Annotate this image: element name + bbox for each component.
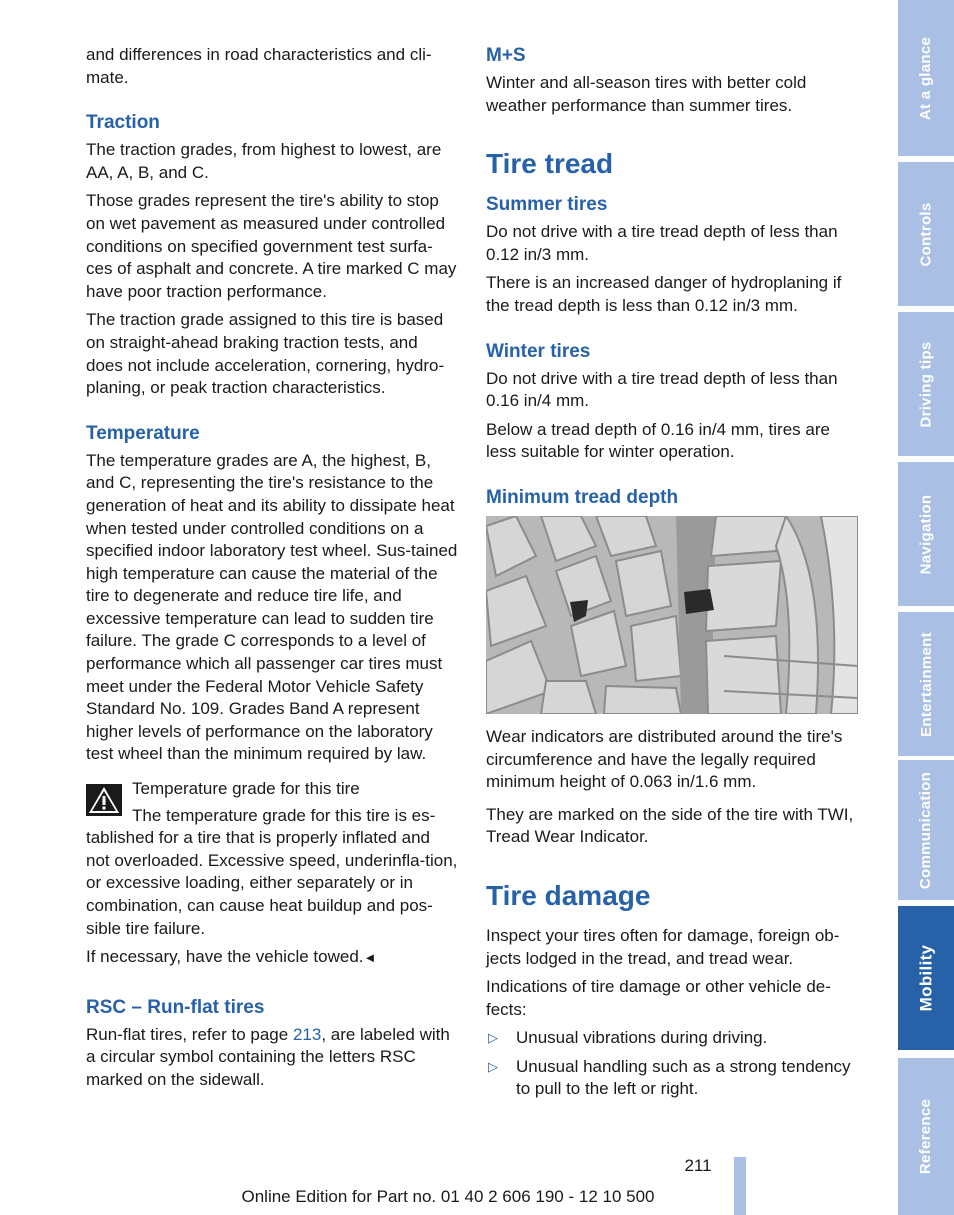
end-of-warning-icon: ◄ [363,950,377,966]
footer-edition: Online Edition for Part no. 01 40 2 606 190 - 12 10 500 [241,1187,655,1206]
tread-wear-indicator-image [486,516,858,714]
left-column [86,44,458,1098]
traction-paragraph-1: The traction grades, from highest to lowest, are AA, A, B, and C. [86,140,442,182]
tire-damage-paragraph-1: Inspect your tires often for damage, foreign ob-jects lodged in the tread, and tread wear. [486,925,840,968]
tab-entertainment[interactable]: Entertainment [898,612,954,756]
rsc-heading: RSC – Run-flat tires [86,996,265,1018]
tow-paragraph: If necessary, have the vehicle towed.◄ [86,947,377,967]
bullet-triangle-icon: ▷ [488,1058,498,1074]
chapter-sidebar [898,0,954,1215]
traction-paragraph-3: The traction grade assigned to this tire is based on straight-ahead braking traction tests, and does not include acceleration, cornering, hydro-planing, or peak traction characteristics. [86,310,445,398]
summer-paragraph-1: Do not drive with a tire tread depth of less than 0.12 in/3 mm. [486,222,838,264]
tab-mobility[interactable]: Mobility [898,906,954,1050]
list-item: ▷ Unusual handling such as a strong tendency to pull to the left or right. [488,1056,851,1099]
tab-driving-tips[interactable]: Driving tips [898,312,954,456]
ms-paragraph: Winter and all-season tires with better cold weather performance than summer tires. [486,73,807,115]
intro-paragraph: and differences in road characteristics and cli-mate. [86,45,432,87]
summer-tires-heading: Summer tires [486,194,608,216]
tab-reference[interactable]: Reference [898,1058,954,1215]
warning-triangle-icon [86,784,122,816]
bullet-triangle-icon: ▷ [488,1030,498,1046]
traction-paragraph-2: Those grades represent the tire's ability to stop on wet pavement as measured under controlled conditions on specified government test surfa-ces of asphalt and concrete. A tire marked C may have poor traction performance. [86,191,457,301]
ms-heading: M+S [486,45,526,66]
page-reference-link[interactable]: 213 [292,1024,322,1044]
tire-damage-title: Tire damage [486,879,651,911]
minimum-tread-paragraph-2: They are marked on the side of the tire with TWI, Tread Wear Indicator. [486,804,854,847]
winter-tires-heading: Winter tires [486,340,591,362]
right-column [486,44,858,1107]
tab-at-a-glance[interactable]: At a glance [898,0,954,156]
tire-tread-title: Tire tread [486,148,614,180]
rsc-paragraph: Run-flat tires, refer to page 213, are labeled with a circular symbol containing the letters RSC marked on the sidewall. [86,1024,450,1089]
warning-title: Temperature grade for this tire [132,779,360,799]
winter-paragraph-1: Do not drive with a tire tread depth of less than 0.16 in/4 mm. [486,368,838,411]
warning-text: The temperature grade for this tire is es-tablished for a tire that is properly inflated and not overloaded. Excessive speed, underinfla-tion, or excessive loading, either separately or in combination, can cause heat buildup and pos-sible tire failure. [86,805,458,938]
tab-controls[interactable]: Controls [898,162,954,306]
temperature-paragraph: The temperature grades are A, the highest, B, and C, representing the tire's resistance to the generation of heat and its ability to dissipate heat when tested under controlled conditions on a specified indoor laboratory test wheel. Sus-tained high temperature can cause the material of the tire to degenerate and reduce tire life, and excessive temperature can lead to sudden tire failure. The grade C corresponds to a level of performance which all passenger car tires must meet under the Federal Motor Vehicle Safety Standard No. 109. Grades Band A represent higher levels of performance on the laboratory test wheel than the minimum required by law. [86,450,458,764]
tire-damage-paragraph-2: Indications of tire damage or other vehicle de-fects: [486,977,831,1019]
tab-communication[interactable]: Communication [898,760,954,900]
traction-heading: Traction [86,112,160,134]
tab-navigation[interactable]: Navigation [898,462,954,606]
page-number: 211 [684,1156,712,1175]
minimum-tread-paragraph-1: Wear indicators are distributed around the tire's circumference and have the legally required minimum height of 0.063 in/1.6 mm. [486,726,843,792]
warning-block [86,778,458,801]
temperature-heading: Temperature [86,422,200,444]
summer-paragraph-2: There is an increased danger of hydroplaning if the tread depth is less than 0.12 in/3 mm. [486,273,842,315]
list-item: ▷ Unusual vibrations during driving. [486,1027,858,1050]
winter-paragraph-2: Below a tread depth of 0.16 in/4 mm, tires are less suitable for winter operation. [486,419,830,462]
minimum-tread-heading: Minimum tread depth [486,486,679,508]
